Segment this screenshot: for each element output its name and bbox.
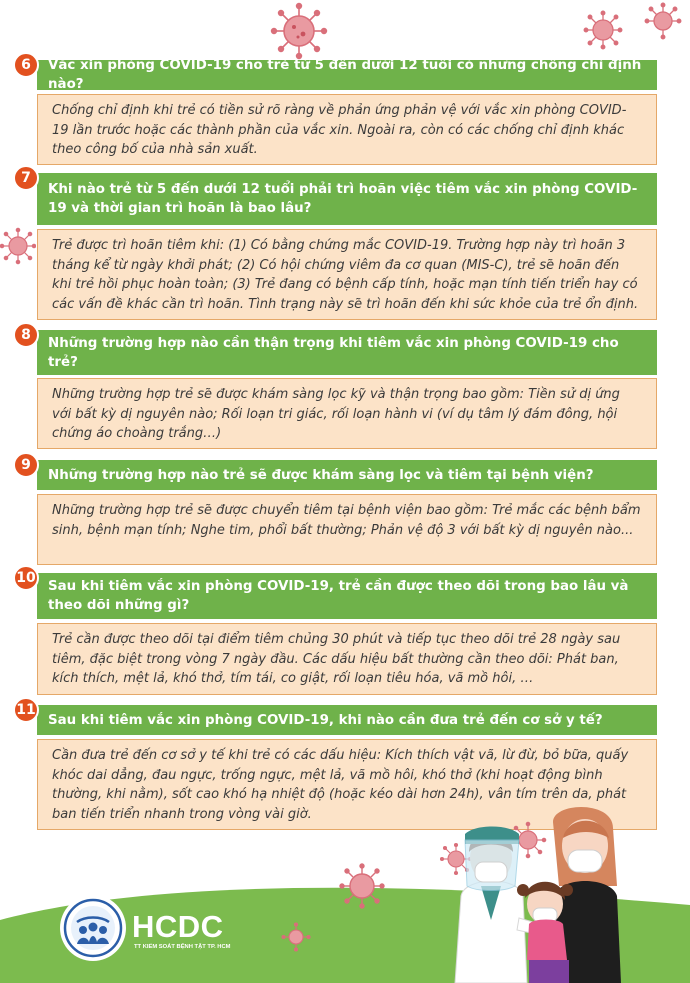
question-heading: Những trường hợp nào trẻ sẽ được khám sàng lọc và tiêm tại bệnh viện?: [37, 460, 657, 490]
virus-icon: [336, 862, 388, 910]
question-heading: Vắc xin phòng COVID-19 cho trẻ từ 5 đến dưới 12 tuổi có những chống chỉ định nào?: [37, 60, 657, 90]
virus-icon: [268, 2, 330, 60]
question-heading: Khi nào trẻ từ 5 đến dưới 12 tuổi phải trì hoãn việc tiêm vắc xin phòng COVID-19 và thời gian trì hoãn là bao lâu?: [37, 173, 657, 225]
virus-icon: [281, 922, 311, 952]
answer-text: Trẻ cần được theo dõi tại điểm tiêm chủng 30 phút và tiếp tục theo dõi trẻ 28 ngày sau tiêm, đặc biệt trong vòng 7 ngày đầu. Các dấu hiệu bất thường cần theo dõi: Phát ban, kích thích, mệt lả, khó thở, tím tái, co giật, rối loạn tiêu hóa, vã mồ hôi, …: [37, 623, 657, 695]
question-number-badge: 6: [13, 52, 39, 78]
hcdc-emblem-icon: [63, 898, 123, 958]
question-number-badge: 10: [13, 565, 39, 591]
question-heading: Sau khi tiêm vắc xin phòng COVID-19, trẻ cần được theo dõi trong bao lâu và theo dõi những gì?: [37, 573, 657, 619]
answer-text: Cần đưa trẻ đến cơ sở y tế khi trẻ có các dấu hiệu: Kích thích vật vã, lừ đừ, bỏ bữa, quấy khóc dai dẳng, đau ngực, trống ngực, mệt lả, vã mồ hôi, khó thở (khi hoạt động bình thường, khi nằm), sốt cao khó hạ nhiệt độ (hoặc kéo dài hơn 24h), vân tím trên da, phát ban tiến triển nhanh trong vòng vài giờ.: [37, 739, 657, 830]
question-heading: Những trường hợp nào cần thận trọng khi tiêm vắc xin phòng COVID-19 cho trẻ?: [37, 330, 657, 375]
answer-text: Những trường hợp trẻ sẽ được chuyển tiêm tại bệnh viện bao gồm: Trẻ mắc các bệnh bẩm sinh, bệnh mạn tính; Nghe tim, phổi bất thường; Phản vệ độ 3 với bất kỳ dị nguyên nào...: [37, 494, 657, 565]
answer-text: Trẻ được trì hoãn tiêm khi: (1) Có bằng chứng mắc COVID-19. Trường hợp này trì hoãn 3 tháng kể từ ngày khởi phát; (2) Có hội chứng viêm đa cơ quan (MIS-C), trẻ sẽ hoãn đến khi trẻ hồi phục hoàn toàn; (3) Trẻ đang có bệnh cấp tính, hoặc mạn tính tiến triển hay có các vấn đề khác cần trì hoãn. Tình trạng này sẽ trì hoãn đến khi sức khỏe của trẻ ổn định.: [37, 229, 657, 320]
question-heading: Sau khi tiêm vắc xin phòng COVID-19, khi nào cần đưa trẻ đến cơ sở y tế?: [37, 705, 657, 735]
logo-wordmark: HCDC: [132, 909, 224, 944]
hcdc-logo: [60, 895, 126, 961]
virus-icon: [583, 10, 623, 50]
question-number-badge: 7: [13, 165, 39, 191]
vaccination-illustration: [435, 800, 670, 983]
answer-text: Chống chỉ định khi trẻ có tiền sử rõ ràng về phản ứng phản vệ với vắc xin phòng COVID-19 lần trước hoặc các thành phần của vắc xin. Ngoài ra, còn có các chống chỉ định khác theo công bố của nhà sản xuất.: [37, 94, 657, 165]
question-number-badge: 9: [13, 452, 39, 478]
answer-text: Những trường hợp trẻ sẽ được khám sàng lọc kỹ và thận trọng bao gồm: Tiền sử dị ứng với bất kỳ dị nguyên nào; Rối loạn tri giác, rối loạn hành vi (ví dụ tâm lý đám đông, hội chứng áo choàng trắng…): [37, 378, 657, 449]
logo-subtitle: TT KIỂM SOÁT BỆNH TẬT TP. HCM: [134, 944, 231, 950]
virus-icon: [643, 2, 683, 40]
virus-icon: [0, 226, 36, 266]
question-number-badge: 8: [13, 322, 39, 348]
question-number-badge: 11: [13, 697, 39, 723]
